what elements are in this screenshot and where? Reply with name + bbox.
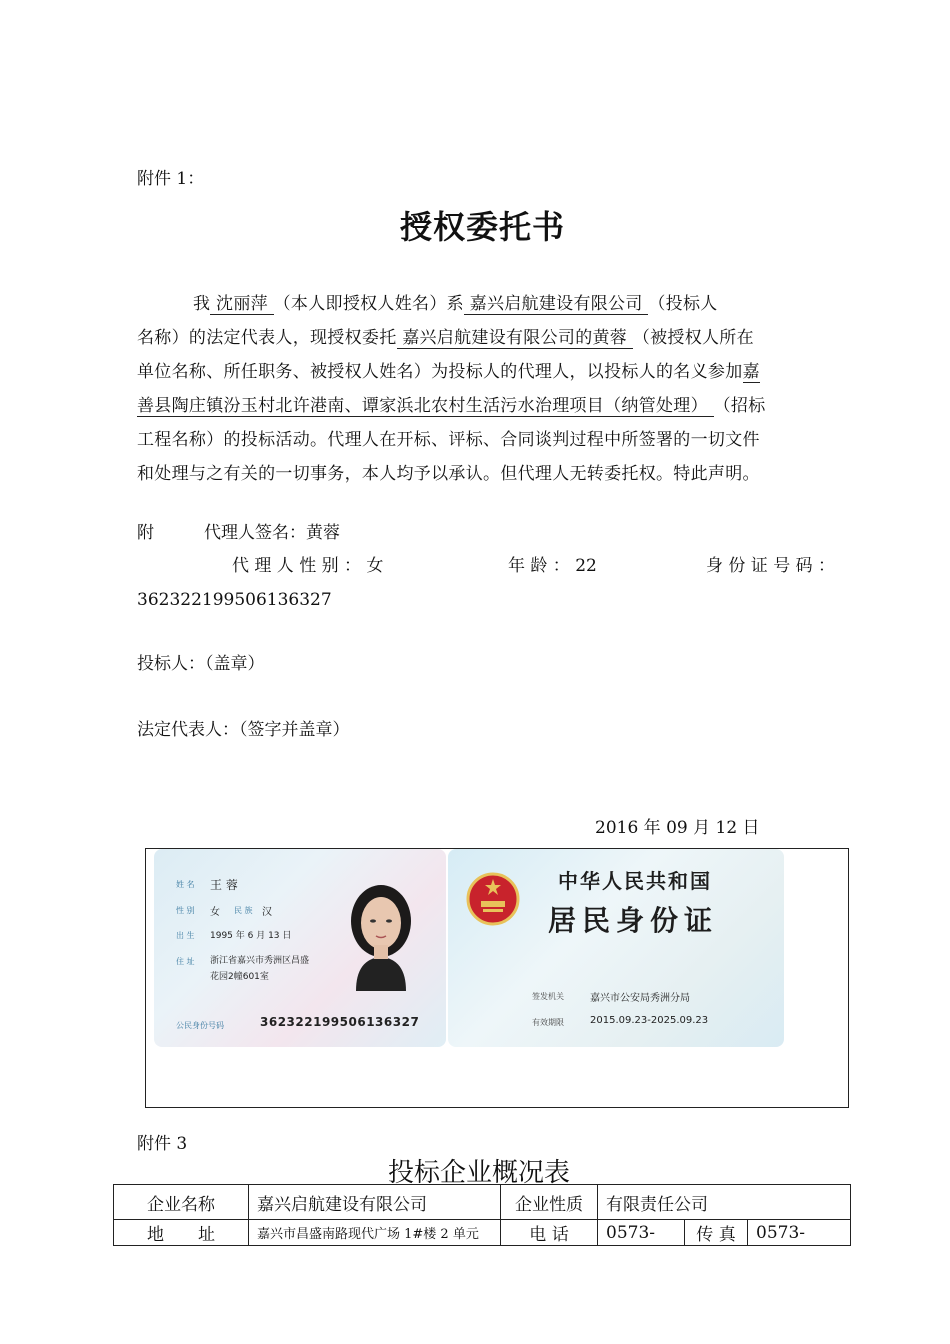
- id-birth-label: 出 生: [176, 931, 195, 940]
- id-card-title: 居民身份证: [548, 904, 719, 937]
- text-grantor-note: （本人即授权人姓名）系: [273, 294, 464, 314]
- grantor-name: 沈丽萍: [210, 294, 274, 314]
- id-address-line-1: 浙江省嘉兴市秀洲区昌盛: [210, 956, 310, 966]
- id-name: 王 蓉: [210, 878, 238, 892]
- agent-description: 嘉兴启航建设有限公司的黄蓉: [396, 328, 633, 348]
- para-line-2: [137, 321, 837, 355]
- fax-label: 传 真: [685, 1220, 748, 1246]
- id-photo: [338, 871, 424, 991]
- fu-label: 附: [137, 523, 154, 543]
- id-number: 362322199506136327: [260, 1015, 420, 1029]
- project-name-start: 嘉: [742, 362, 760, 382]
- agent-signature: 代理人签名：黄蓉: [204, 523, 340, 543]
- address-label: 地 址: [114, 1220, 249, 1246]
- para-line-4: [137, 389, 837, 423]
- id-validity: 2015.09.23-2025.09.23: [590, 1015, 709, 1026]
- enterprise-summary-table: [113, 1184, 851, 1246]
- id-number-label: 公民身份号码: [176, 1021, 224, 1030]
- company-name-value: 嘉兴启航建设有限公司: [249, 1185, 501, 1220]
- phone-value: 0573-: [598, 1220, 685, 1246]
- text-agent-role: 单位名称、所任职务、被授权人姓名）为投标人的代理人，以投标人的名义参加: [137, 362, 743, 382]
- id-validity-label: 有效期限: [532, 1018, 564, 1027]
- id-card-front: [154, 849, 446, 1047]
- agent-id-number: 362322199506136327: [137, 590, 332, 610]
- text-wo: 我: [193, 294, 211, 314]
- id-country: 中华人民共和国: [558, 869, 712, 893]
- id-birth: 1995 年 6 月 13 日: [210, 931, 292, 941]
- legal-rep-line: 法定代表人：（签字并盖章）: [137, 720, 350, 740]
- para-line-5: 工程名称）的投标活动。代理人在开标、评标、合同谈判过程中所签署的一切文件: [137, 430, 760, 450]
- agent-age: 年 龄 ： 22: [508, 556, 597, 576]
- project-name: 善县陶庄镇汾玉村北许港南、谭家浜北农村生活污水治理项目（纳管处理）: [137, 396, 714, 416]
- id-ethnicity: 汉: [262, 907, 272, 918]
- id-gender: 女: [210, 907, 220, 918]
- id-ethnicity-label: 民 族: [234, 906, 253, 915]
- table-row: [114, 1220, 851, 1246]
- bidder-company-name: 嘉兴启航建设有限公司: [463, 294, 649, 314]
- attachment-1-label: 附件 1：: [137, 169, 205, 189]
- text-bidder: （投标人: [648, 294, 718, 314]
- phone-label: 电 话: [501, 1220, 598, 1246]
- table-row: [114, 1185, 851, 1220]
- id-gender-label: 性 别: [176, 906, 195, 915]
- document-date: 2016 年 09 月 12 日: [595, 818, 760, 838]
- para-line-6: 和处理与之有关的一切事务，本人均予以承认。但代理人无转委托权。特此声明。: [137, 464, 760, 484]
- table-title: 投标企业概况表: [388, 1158, 571, 1188]
- para-line-3: [137, 355, 837, 389]
- agent-id-label: 身 份 证 号 码 ：: [706, 556, 836, 576]
- id-card-frame: [145, 848, 849, 1108]
- id-address-line-2: 花园2幢601室: [210, 972, 269, 982]
- agent-gender: 代 理 人 性 别 ： 女: [232, 556, 384, 576]
- attachment-3-label: 附件 3: [137, 1134, 188, 1154]
- text-project-note: （招标: [713, 396, 766, 416]
- authorization-paragraph: [137, 287, 837, 491]
- fax-value: 0573-: [748, 1220, 851, 1246]
- text-agent-note: （被授权人所在: [632, 328, 754, 348]
- company-nature-label: 企业性质: [501, 1185, 598, 1220]
- id-authority-label: 签发机关: [532, 992, 564, 1001]
- document-title: 授权委托书: [400, 208, 566, 246]
- national-emblem-icon: [466, 869, 520, 929]
- company-name-label: 企业名称: [114, 1185, 249, 1220]
- id-name-label: 姓 名: [176, 880, 195, 889]
- id-card-back: [448, 849, 784, 1047]
- address-value: 嘉兴市昌盛南路现代广场 1#楼 2 单元: [249, 1220, 501, 1246]
- para-line-1: [137, 287, 837, 321]
- bidder-seal-line: 投标人：（盖章）: [137, 654, 265, 674]
- id-address-label: 住 址: [176, 957, 195, 966]
- company-nature-value: 有限责任公司: [598, 1185, 851, 1220]
- id-authority: 嘉兴市公安局秀洲分局: [590, 993, 690, 1004]
- text-legal-rep: 名称）的法定代表人，现授权委托: [137, 328, 397, 348]
